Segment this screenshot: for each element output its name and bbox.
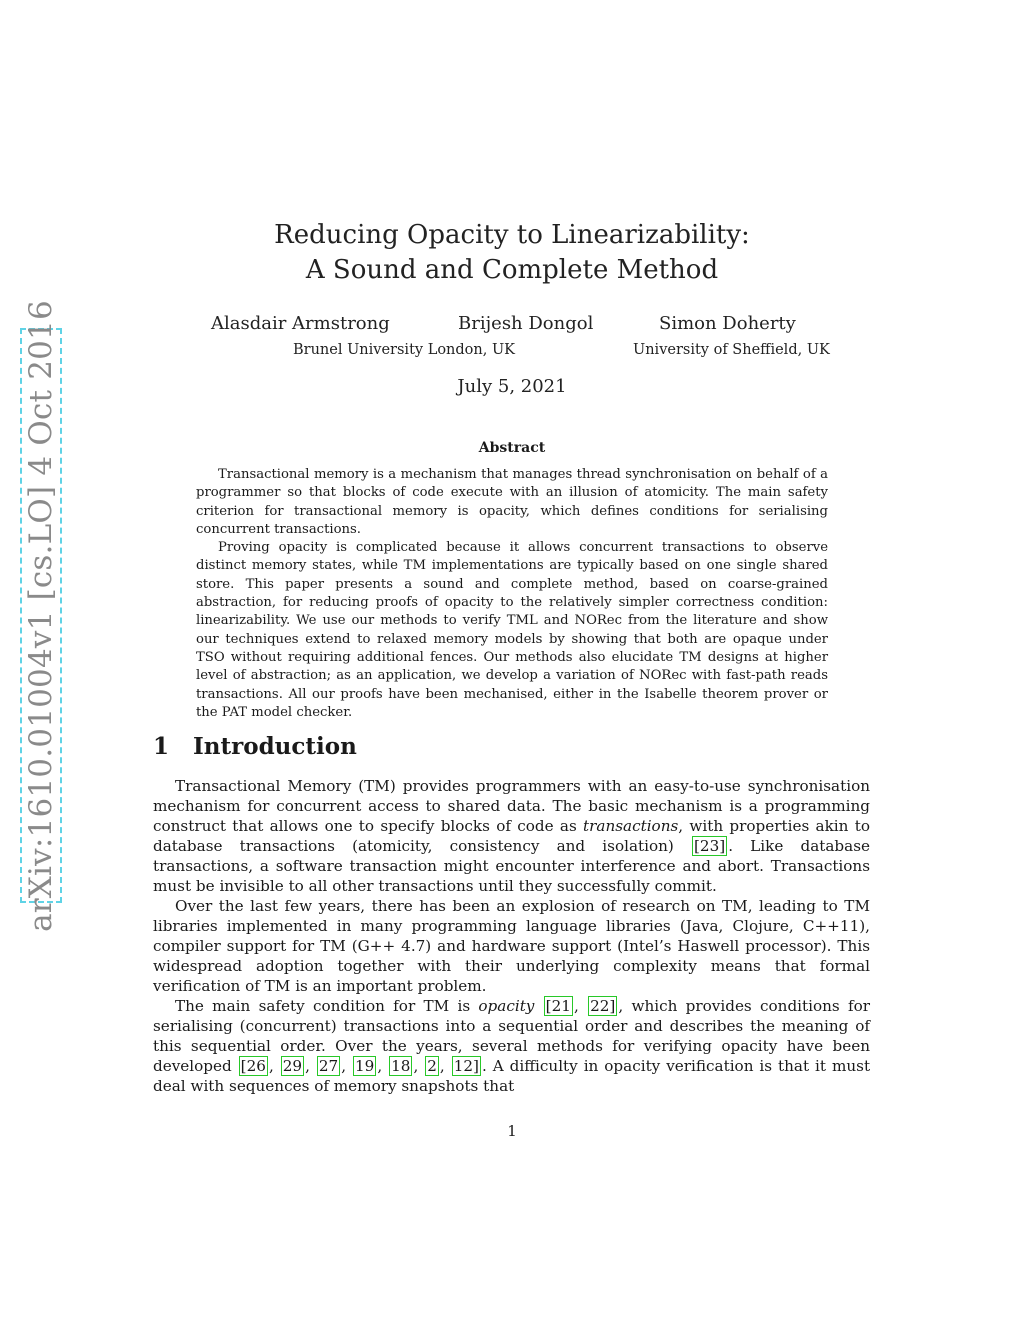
intro-paragraph-3 bbox=[153, 996, 870, 1096]
arxiv-identifier[interactable]: arXiv:1610.01004v1 [cs.LO] 4 Oct 2016 bbox=[23, 299, 59, 932]
citation-link[interactable]: 2 bbox=[427, 1057, 437, 1075]
emphasis: opacity bbox=[478, 997, 535, 1015]
citation-link[interactable]: 12] bbox=[453, 1057, 479, 1075]
citation-link[interactable]: [23] bbox=[694, 837, 726, 855]
arxiv-sidebar[interactable] bbox=[20, 299, 62, 932]
citation-link[interactable]: [26 bbox=[240, 1057, 266, 1075]
author-2: Brijesh Dongol bbox=[458, 313, 594, 334]
abstract-paragraph-1: Transactional memory is a mechanism that manages thread synchronisation on behalf of a programmer so that blocks of code execute with an illusion of atomicity. The main safety criterion for transactional memory is opacity, which defines conditions for serialising concurrent transactions. bbox=[196, 467, 828, 537]
abstract-paragraph-2: Proving opacity is complicated because it allows concurrent transactions to observe distinct memory states, while TM implementations are typically based on one single shared store. This paper presents a sound and complete method, based on coarse-grained abstraction, for reducing proofs of opacity to the relatively simpler correctness condition: linearizability. We use our methods to verify TML and NORec from the literature and show our techniques extend to relaxed memory models by showing that both are opaque under TSO without requiring additional fences. Our methods also elucidate TM designs at higher level of abstraction; as an application, we develop a variation of NORec with fast-path reads transactions. All our proofs have been mechanised, either in the Isabelle theorem prover or the PAT model checker. bbox=[196, 540, 828, 720]
emphasis: transactions bbox=[583, 817, 679, 835]
citation-link[interactable]: 22] bbox=[590, 997, 616, 1015]
text-span bbox=[534, 997, 542, 1015]
text-span: . A difficulty in opacity verification is that it must deal with sequences of memory snapshots that bbox=[153, 1057, 871, 1095]
citation-link[interactable]: 29 bbox=[282, 1057, 303, 1075]
paper-date: July 5, 2021 bbox=[457, 376, 567, 397]
abstract bbox=[196, 466, 828, 722]
intro-paragraph-2: Over the last few years, there has been an explosion of research on TM, leading to TM libraries implemented in many programming language libraries (Java, Clojure, C++11), compiler support for TM (G++ 4.7) and hardware support (Intel’s Haswell processor). This widespread adoption together with their underlying complexity means that formal verification of TM is an important problem. bbox=[153, 897, 870, 995]
title-line-2: A Sound and Complete Method bbox=[305, 255, 719, 285]
abstract-heading: Abstract bbox=[478, 440, 546, 456]
affiliation-2: University of Sheffield, UK bbox=[633, 342, 830, 358]
affiliation-1: Brunel University London, UK bbox=[293, 342, 516, 358]
author-3: Simon Doherty bbox=[659, 313, 796, 334]
author-1: Alasdair Armstrong bbox=[211, 313, 390, 334]
text-span: , with properties akin to database transactions (atomicity, consistency and isolation) bbox=[153, 817, 870, 855]
section-number: 1 bbox=[153, 733, 170, 760]
text-span: , bbox=[573, 997, 588, 1015]
text-span: The main safety condition for TM is bbox=[175, 997, 479, 1015]
text-span: , which provides conditions for serialising (concurrent) transactions into a sequential order and describes the meaning of this sequential order. Over the years, several methods for verifying opacity have been developed bbox=[153, 997, 871, 1075]
section-heading bbox=[153, 733, 357, 760]
intro-paragraph-1 bbox=[153, 776, 870, 896]
citation-link[interactable]: [21 bbox=[545, 997, 571, 1015]
citation-link[interactable]: 19 bbox=[354, 1057, 375, 1075]
text-span: Transactional Memory (TM) provides programmers with an easy-to-use synchronisation mechanism for concurrent access to shared data. The basic mechanism is a programming construct that allows one to specify blocks of code as bbox=[153, 777, 870, 835]
text-span: . Like database transactions, a software transaction might encounter interference and abort. Transactions must be invisible to all other transactions until they successfully commit. bbox=[153, 837, 870, 895]
citation-link[interactable]: 27 bbox=[318, 1057, 339, 1075]
paper-title bbox=[0, 218, 1024, 288]
intro-body bbox=[153, 776, 870, 1096]
section-title: Introduction bbox=[193, 733, 357, 760]
title-line-1: Reducing Opacity to Linearizability: bbox=[274, 220, 750, 250]
page-number: 1 bbox=[507, 1122, 517, 1140]
citation-group: [26 , 29 , 27 , 19 , 18 , 2 , 12] bbox=[240, 1057, 479, 1075]
citation-link[interactable]: 18 bbox=[391, 1057, 411, 1075]
